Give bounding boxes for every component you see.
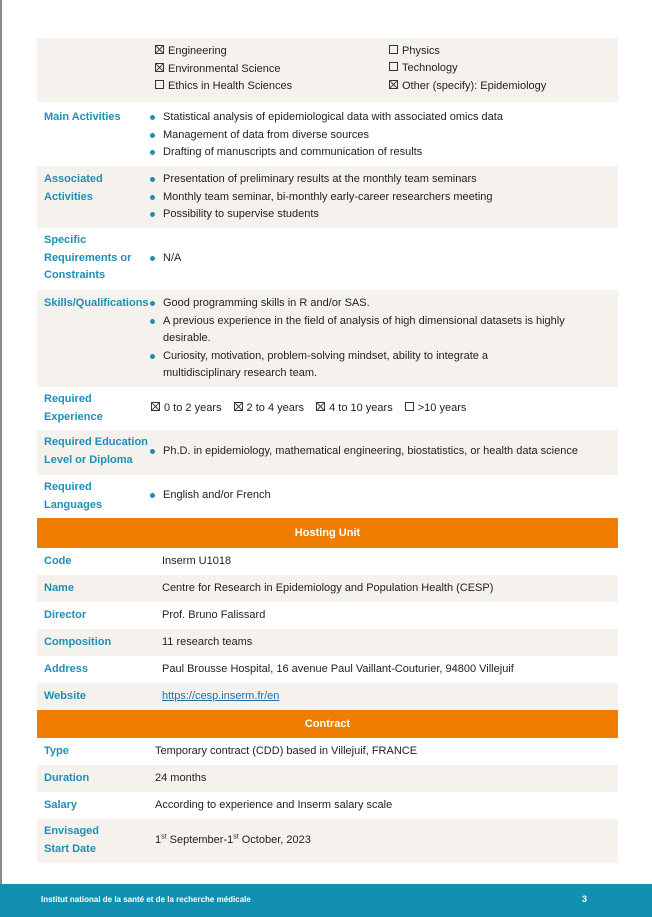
job-offer-table <box>37 38 618 863</box>
experience-options <box>148 391 618 430</box>
checkbox-unchecked-icon[interactable] <box>389 45 398 54</box>
field-option[interactable]: Other (specify): Epidemiology <box>389 77 546 96</box>
checkbox-unchecked-icon[interactable] <box>155 80 164 89</box>
skills-list <box>148 295 568 383</box>
checkbox-checked-icon[interactable] <box>389 80 398 89</box>
hosting-name-row <box>37 575 618 602</box>
footer-institution: Institut national de la santé et de la recherche médicale <box>41 895 251 904</box>
salary-value: According to experience and Inserm salary scale <box>155 798 393 811</box>
experience-option[interactable]: 4 to 10 years <box>316 402 393 414</box>
contract-start-row <box>37 819 618 863</box>
hosting-unit-header: Hosting Unit <box>37 518 618 548</box>
page-number: 3 <box>582 894 588 904</box>
fields-row <box>37 38 618 102</box>
field-option[interactable]: Ethics in Health Sciences <box>155 78 389 96</box>
composition-label: Composition <box>44 636 112 648</box>
code-value: Inserm U1018 <box>162 554 232 567</box>
hosting-website-row <box>37 683 618 710</box>
hosting-code-row <box>37 548 618 575</box>
checkbox-unchecked-icon[interactable] <box>389 62 398 71</box>
fields-checkboxes <box>148 38 618 102</box>
main-activities-row <box>37 102 618 166</box>
education-row <box>37 430 618 475</box>
checkbox-checked-icon[interactable] <box>316 402 325 411</box>
education-label: Required Education Level or Diploma <box>44 436 148 466</box>
associated-activities-row <box>37 166 618 228</box>
list-item: Curiosity, motivation, problem-solving mindset, ability to integrate a multidisciplinary research team. <box>148 348 568 383</box>
experience-row <box>37 387 618 430</box>
specific-requirements-row <box>37 228 618 290</box>
list-item: Management of data from diverse sources <box>148 127 618 145</box>
languages-row <box>37 475 618 518</box>
director-label: Director <box>44 609 87 621</box>
hosting-director-row <box>37 602 618 629</box>
left-margin-rule <box>0 0 2 884</box>
code-label: Code <box>44 555 72 567</box>
languages-label: Required Languages <box>44 481 103 511</box>
experience-option[interactable]: >10 years <box>405 402 467 414</box>
director-value: Prof. Bruno Falissard <box>162 608 266 621</box>
main-activities-label: Main Activities <box>44 111 121 123</box>
start-date-label: Envisaged Start Date <box>44 825 100 855</box>
fields-column-2 <box>389 43 546 102</box>
field-option[interactable]: Technology <box>389 60 546 77</box>
hosting-address-row <box>37 656 618 683</box>
checkbox-checked-icon[interactable] <box>155 45 164 54</box>
checkbox-unchecked-icon[interactable] <box>405 402 414 411</box>
start-date-value: 1st September-1st October, 2023 <box>155 833 311 846</box>
type-value: Temporary contract (CDD) based in Villejuif, FRANCE <box>155 744 418 757</box>
checkbox-checked-icon[interactable] <box>151 402 160 411</box>
experience-label: Required Experience <box>44 393 103 423</box>
associated-activities-label: Associated Activities <box>44 173 103 203</box>
page-footer <box>0 884 652 917</box>
fields-column-1 <box>148 43 389 102</box>
list-item: English and/or French <box>148 487 618 505</box>
duration-value: 24 months <box>155 771 207 784</box>
list-item: N/A <box>148 250 618 268</box>
address-value: Paul Brousse Hospital, 16 avenue Paul Vaillant-Couturier, 94800 Villejuif <box>162 662 514 675</box>
address-label: Address <box>44 663 89 675</box>
name-label: Name <box>44 582 74 594</box>
name-value: Centre for Research in Epidemiology and Population Health (CESP) <box>162 581 494 594</box>
field-option[interactable]: Engineering <box>155 43 389 61</box>
website-label: Website <box>44 690 86 702</box>
contract-duration-row <box>37 765 618 792</box>
hosting-composition-row <box>37 629 618 656</box>
contract-salary-row <box>37 792 618 819</box>
education-list <box>148 443 618 461</box>
salary-label: Salary <box>44 799 78 811</box>
list-item: Possibility to supervise students <box>148 206 618 224</box>
duration-label: Duration <box>44 772 90 784</box>
experience-option[interactable]: 0 to 2 years <box>151 402 221 414</box>
field-option[interactable]: Environmental Science <box>155 61 389 79</box>
checkbox-checked-icon[interactable] <box>155 63 164 72</box>
list-item: Presentation of preliminary results at the monthly team seminars <box>148 171 618 189</box>
associated-activities-list <box>148 171 618 224</box>
skills-row <box>37 290 618 387</box>
languages-list <box>148 487 618 505</box>
fields-label <box>37 38 148 102</box>
specific-requirements-list <box>148 250 618 268</box>
composition-value: 11 research teams <box>162 635 253 648</box>
website-link[interactable]: https://cesp.inserm.fr/en <box>162 689 280 702</box>
contract-type-row <box>37 738 618 765</box>
contract-header: Contract <box>37 710 618 738</box>
list-item: Monthly team seminar, bi-monthly early-career researchers meeting <box>148 189 618 207</box>
list-item: Ph.D. in epidemiology, mathematical engineering, biostatistics, or health data science <box>148 443 618 461</box>
list-item: Statistical analysis of epidemiological data with associated omics data <box>148 109 618 127</box>
specific-requirements-label: Specific Requirements or Constraints <box>44 234 132 281</box>
main-activities-list <box>148 109 618 162</box>
skills-label: Skills/Qualifications <box>44 297 149 309</box>
checkbox-checked-icon[interactable] <box>234 402 243 411</box>
field-option[interactable]: Physics <box>389 43 546 60</box>
type-label: Type <box>44 745 69 757</box>
list-item: A previous experience in the field of analysis of high dimensional datasets is highly desirable. <box>148 313 568 348</box>
experience-option[interactable]: 2 to 4 years <box>234 402 304 414</box>
list-item: Good programming skills in R and/or SAS. <box>148 295 568 313</box>
list-item: Drafting of manuscripts and communication of results <box>148 144 618 162</box>
